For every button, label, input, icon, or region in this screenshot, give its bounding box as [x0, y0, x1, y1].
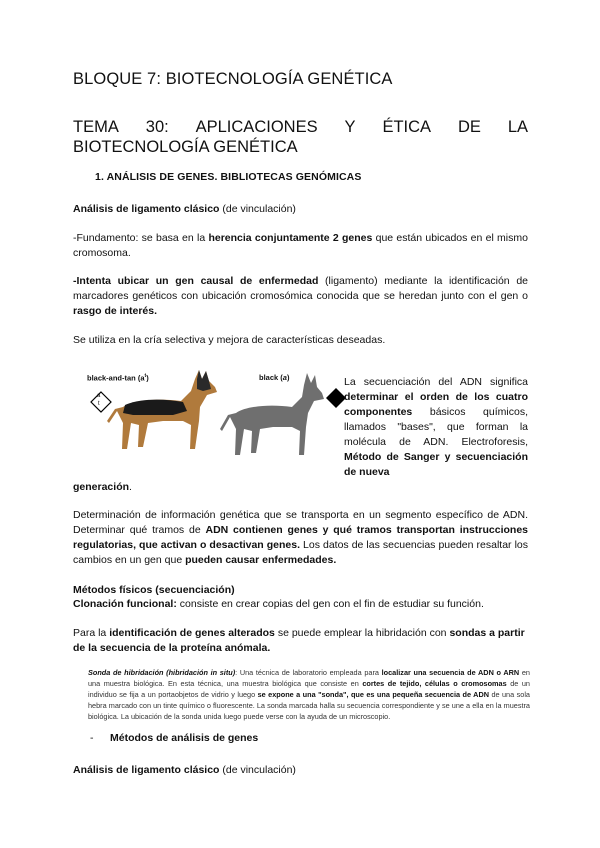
bold-text: Clonación funcional: — [73, 598, 177, 610]
paragraph-fundamento — [73, 231, 528, 261]
paragraph-secuenciacion-end — [73, 480, 528, 495]
text: de una sola hebra marcado con un tinte químico o fluorescente. La sonda marcada halla su secuencia correspondiente y se une a ella en la muestra biológica. La ubicación de la sonda unida luego puede verse con la ayuda de un microscopio. — [88, 690, 530, 721]
text: en una muestra biológica. En esta técnica, una muestra biológica que consiste en — [88, 668, 530, 688]
bold-text: localizar una secuencia de ADN o ARN — [381, 668, 520, 677]
text: (de vinculación) — [219, 764, 296, 776]
bold-text: rasgo de interés. — [73, 305, 158, 317]
text: (de vinculación) — [219, 203, 296, 215]
bold-text: sondas a partir de la secuencia de la proteína anómala. — [73, 627, 525, 654]
topic-title-line-2: BIOTECNOLOGÍA GENÉTICA — [73, 138, 298, 156]
paragraph-secuenciacion — [344, 375, 528, 480]
heading-metodos-analisis: Métodos de análisis de genes — [110, 732, 259, 744]
bold-text: determinar el orden de los cuatro componentes — [344, 391, 528, 418]
bold-text: Sonda de hibridación (hibridación in situ) — [88, 668, 236, 677]
topic-word: Y — [344, 118, 356, 136]
bold-text: -Intenta ubicar un gen causal de enfermedad — [73, 275, 319, 287]
bold-text: Análisis de ligamento clásico — [73, 203, 220, 215]
bold-text: ADN contienen genes y qué tramos transportan instrucciones regulatorias, que activan o desactivan genes. — [73, 524, 529, 551]
topic-title — [73, 117, 528, 157]
figure-label-right: black (a) — [259, 373, 290, 382]
topic-word: TEMA — [73, 118, 119, 136]
text: Determinación de información genética que se transporta en un segmento específico de ADN. Determinar qué tramos de — [73, 509, 528, 536]
bold-text: generación — [73, 481, 130, 493]
paragraph-ligamiento — [73, 202, 528, 217]
paragraph-identificacion — [73, 626, 528, 656]
text: (ligamento) mediante la identificación de marcadores genéticos con ubicación cromosómica conocida que se heredan junto con el gen o — [73, 275, 528, 302]
bold-text: pueden causar enfermedades. — [185, 554, 337, 566]
text: -Fundamento: se basa en la — [73, 232, 209, 244]
topic-word: LA — [507, 118, 528, 136]
text: que están ubicados en el mismo cromosoma. — [73, 232, 528, 259]
dogs-figure — [73, 365, 343, 470]
section-heading-1: 1. ANÁLISIS DE GENES. BIBLIOTECAS GENÓMICAS — [95, 171, 362, 183]
paragraph-ligamiento-2 — [73, 763, 528, 778]
text: consiste en crear copias del gen con el fin de estudiar su función. — [176, 598, 484, 610]
text: . — [129, 481, 132, 493]
bold-text: se expone a una "sonda", que es una pequeña secuencia de ADN — [257, 690, 489, 699]
text: de un individuo se fija a un portaobjetos de vidrio y luego — [88, 679, 530, 699]
black-and-tan-dog-image — [103, 365, 223, 460]
block-title: BLOQUE 7: BIOTECNOLOGÍA GENÉTICA — [73, 70, 393, 88]
text: se puede emplear la hibridación con — [274, 627, 450, 639]
heading-metodos-fisicos: Métodos físicos (secuenciación) — [73, 584, 235, 596]
paragraph-clonacion — [73, 597, 528, 612]
paragraph-cria: Se utiliza en la cría selectiva y mejora de características deseadas. — [73, 334, 386, 346]
text: Para la — [73, 627, 110, 639]
badge-top-letter: a — [97, 393, 101, 399]
bold-text: cortes de tejido, células o cromosomas — [362, 679, 507, 688]
text: La secuenciación del ADN significa — [344, 376, 528, 388]
topic-title-line-1 — [73, 117, 528, 137]
text: : Una técnica de laboratorio empleada para — [235, 668, 382, 677]
list-bullet: - — [90, 732, 94, 744]
bold-text: Método de Sanger y secuenciación de nueva — [344, 451, 528, 478]
paragraph-intenta — [73, 274, 528, 319]
badge-bottom-letter: t — [98, 401, 100, 407]
topic-word: DE — [457, 118, 481, 136]
text: Los datos de las secuencias pueden resaltar los cambios en un gen que — [73, 539, 528, 566]
sonda-hibridacion-excerpt — [88, 667, 530, 722]
bold-text: herencia conjuntamente 2 genes — [208, 232, 373, 244]
paragraph-determinacion — [73, 508, 528, 568]
text: básicos químicos, llamados "bases", que forman la molécula de ADN. Electroforesis, — [344, 406, 528, 448]
bold-text: identificación de genes alterados — [109, 627, 275, 639]
black-dog-image — [218, 369, 328, 464]
bold-text: Análisis de ligamento clásico — [73, 764, 220, 776]
figure-label-left: black-and-tan $(a^t)$ — [87, 373, 149, 383]
topic-word: APLICACIONES — [195, 118, 318, 136]
topic-word: 30: — [145, 118, 169, 136]
topic-word: ÉTICA — [382, 118, 432, 136]
